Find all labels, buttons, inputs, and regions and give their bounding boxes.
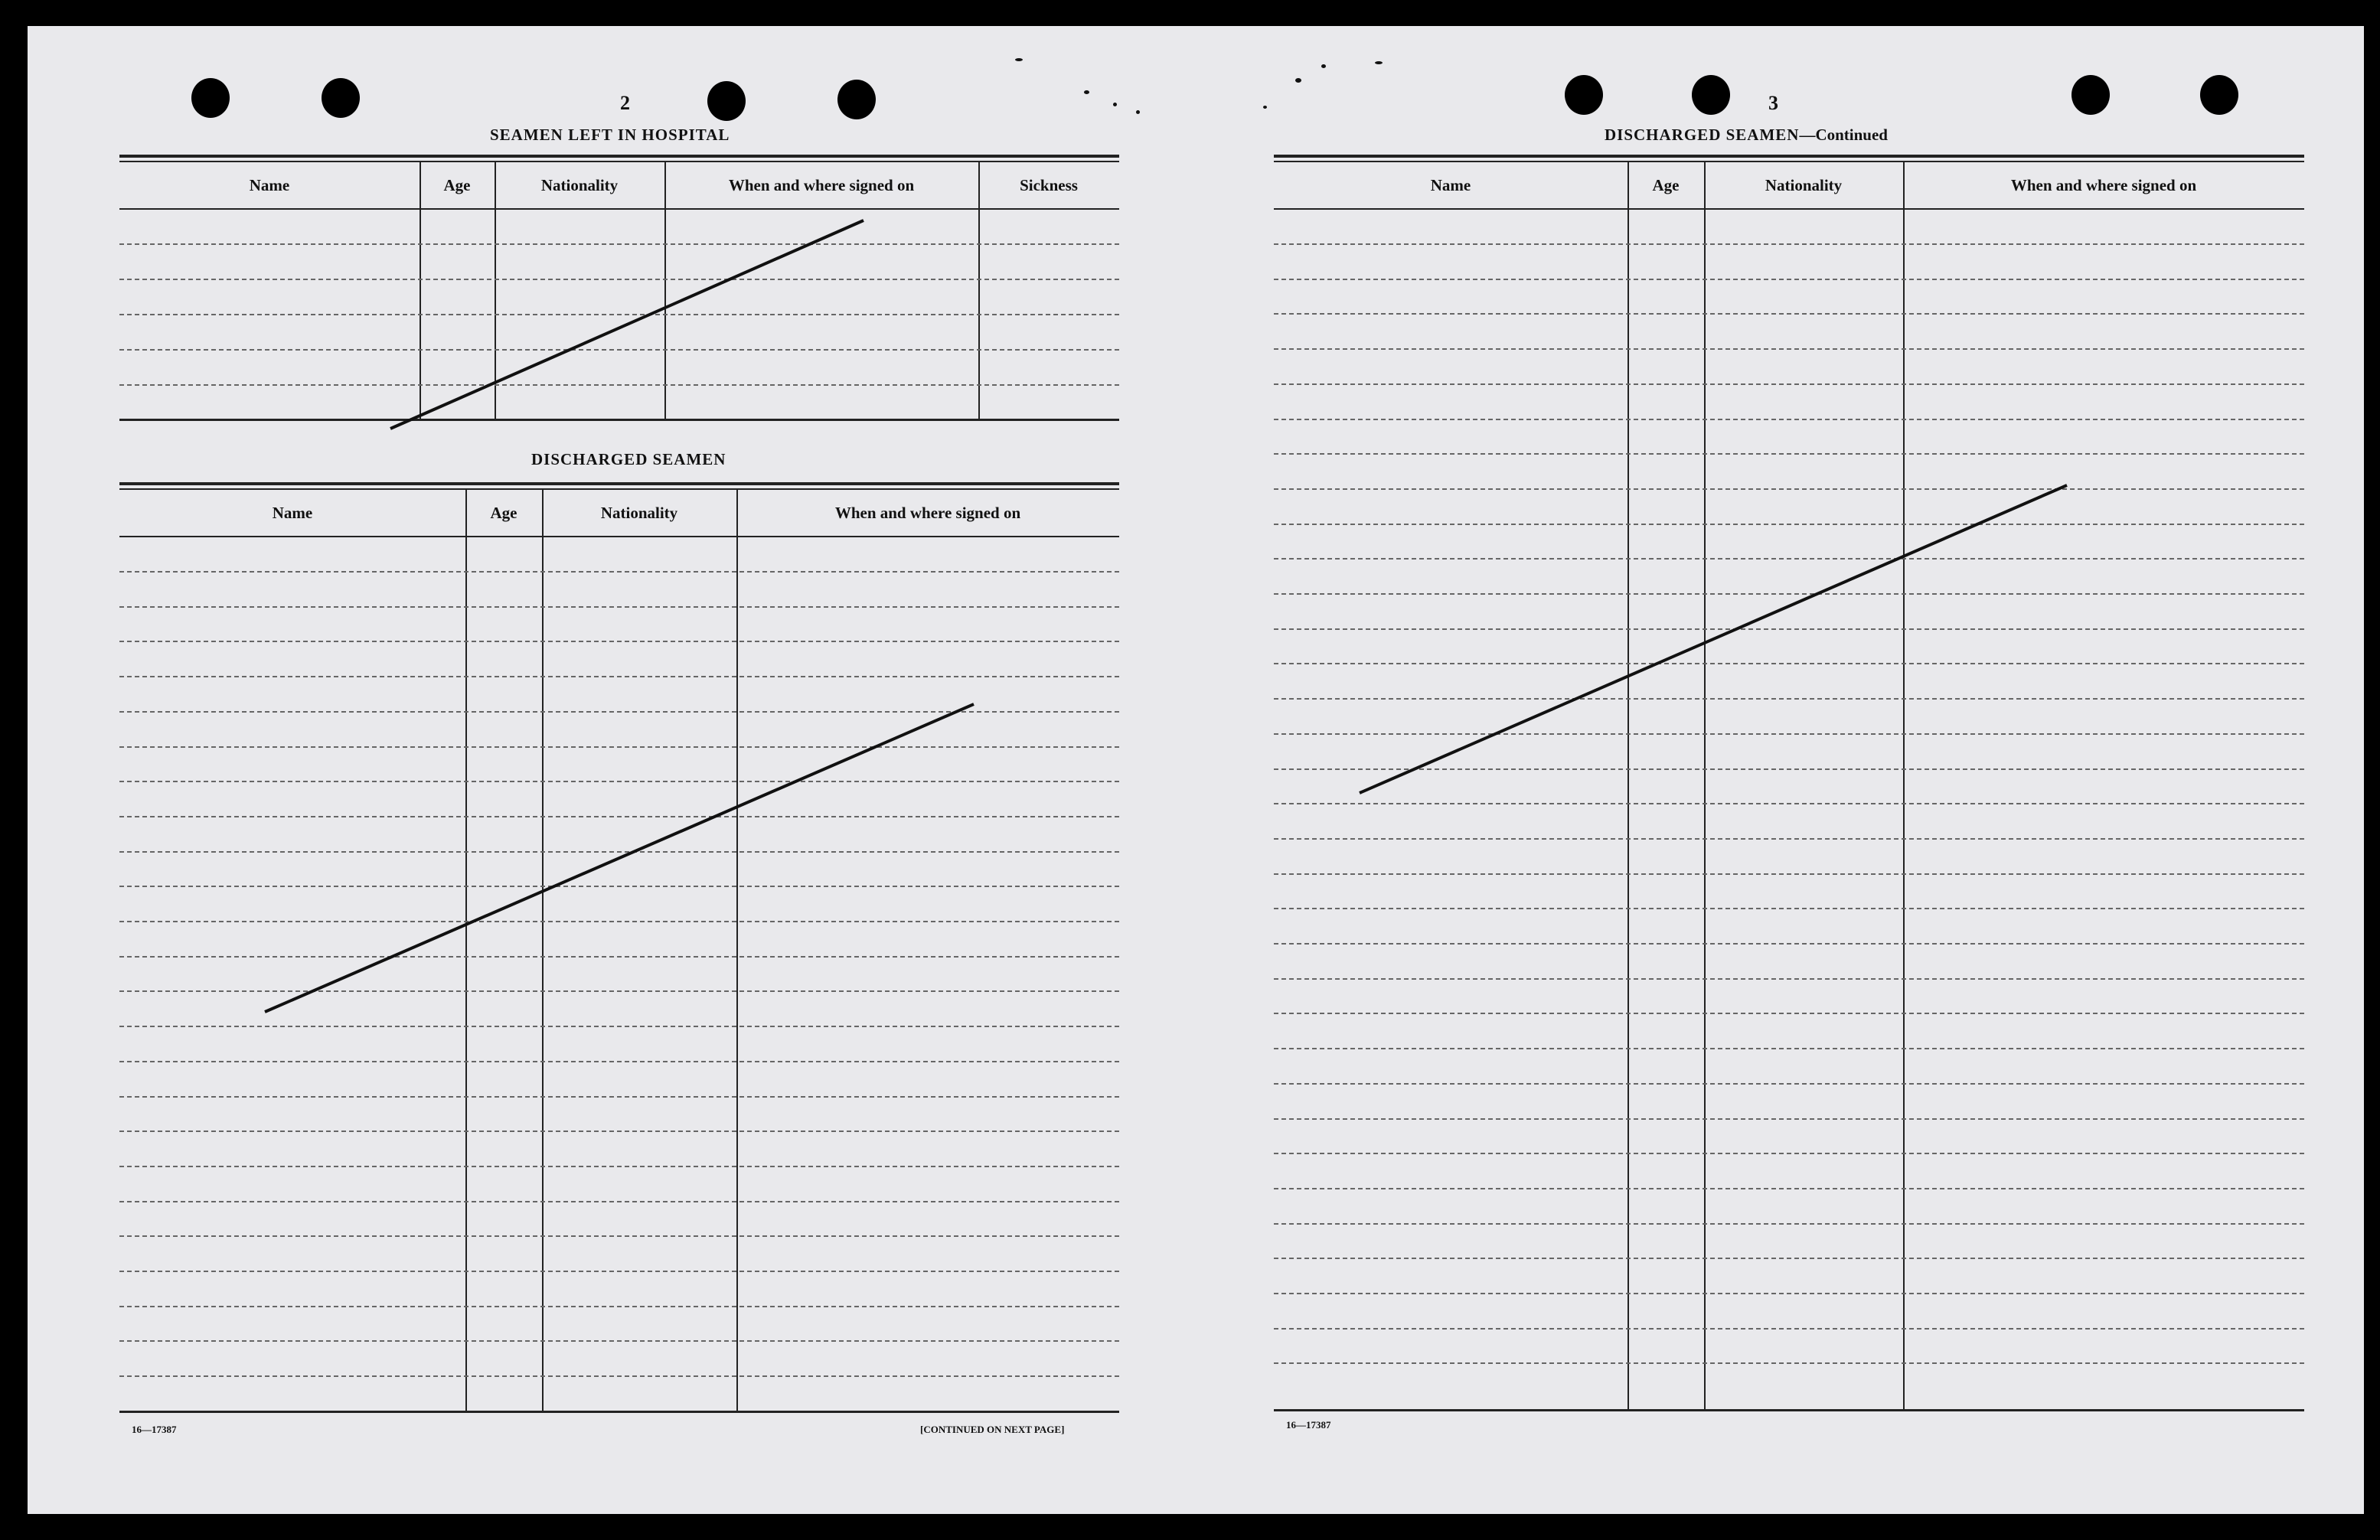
- table-row: [1274, 768, 2304, 770]
- ink-speck: [1375, 61, 1383, 64]
- table-row: [1274, 1293, 2304, 1294]
- table-row: [119, 1026, 1119, 1027]
- col-header-nationality: Nationality: [1765, 176, 1843, 194]
- table-row: [1274, 419, 2304, 420]
- column-rule: [664, 162, 666, 421]
- table-row: [1274, 593, 2304, 595]
- col-header-signed-on: When and where signed on: [834, 504, 1021, 522]
- ink-speck: [1113, 103, 1117, 106]
- col-header-signed-on: When and where signed on: [728, 176, 915, 194]
- table-row: [119, 1096, 1119, 1098]
- table-row: [1274, 1013, 2304, 1014]
- table-row: [119, 816, 1119, 817]
- table-row: [1274, 663, 2304, 664]
- table-row: [1274, 943, 2304, 945]
- form-code-left: 16—17387: [132, 1424, 177, 1435]
- punch-hole: [707, 81, 746, 121]
- table-header: [119, 490, 1119, 537]
- col-header-age: Age: [443, 176, 471, 194]
- table-row: [1274, 838, 2304, 840]
- table-row: [1274, 1153, 2304, 1154]
- table-row: [119, 1166, 1119, 1167]
- table-row: [1274, 1188, 2304, 1189]
- punch-hole: [1565, 75, 1603, 115]
- table-header: [1274, 162, 2304, 210]
- title-main: DISCHARGED SEAMEN: [1605, 126, 1800, 144]
- col-header-name: Name: [249, 176, 290, 194]
- table-row: [119, 676, 1119, 677]
- punch-hole: [2071, 75, 2110, 115]
- column-rule: [978, 162, 980, 421]
- table-row: [119, 781, 1119, 782]
- table-top-rule: [119, 155, 1119, 162]
- table-row: [1274, 1223, 2304, 1225]
- ink-speck: [1321, 64, 1326, 68]
- table-row: [119, 243, 1119, 245]
- punch-hole: [1692, 75, 1730, 115]
- table-row: [1274, 873, 2304, 875]
- col-header-sickness: Sickness: [1020, 176, 1078, 194]
- table-row: [119, 314, 1119, 315]
- table-row: [1274, 348, 2304, 350]
- table-row: [1274, 733, 2304, 735]
- table-row: [119, 990, 1119, 992]
- table-row: [119, 1201, 1119, 1202]
- page-number-left: 2: [620, 92, 630, 114]
- punch-hole: [837, 80, 876, 119]
- table-top-rule: [1274, 155, 2304, 162]
- col-header-age: Age: [490, 504, 517, 522]
- table-row: [1274, 1048, 2304, 1049]
- table-row: [1274, 698, 2304, 700]
- table-row: [1274, 978, 2304, 980]
- punch-hole: [191, 78, 230, 118]
- table-row: [119, 746, 1119, 748]
- table-row: [119, 384, 1119, 386]
- page-number-right: 3: [1768, 92, 1778, 114]
- table-bottom-rule: [1274, 1409, 2304, 1411]
- table-row: [119, 1271, 1119, 1272]
- col-header-name: Name: [1430, 176, 1471, 194]
- table-bottom-rule: [119, 419, 1119, 421]
- table-row: [1274, 383, 2304, 385]
- punch-hole: [322, 78, 360, 118]
- table-row: [119, 349, 1119, 351]
- discharged-table-left: [119, 482, 1119, 1413]
- ink-speck: [1263, 106, 1267, 109]
- table-row: [119, 851, 1119, 853]
- table-row: [119, 641, 1119, 642]
- table-row: [1274, 1083, 2304, 1085]
- table-row: [1274, 1362, 2304, 1364]
- column-rule: [542, 490, 544, 1413]
- column-rule: [420, 162, 421, 421]
- table-row: [1274, 803, 2304, 804]
- table-row: [119, 886, 1119, 887]
- table-row: [1274, 1328, 2304, 1330]
- hospital-table-title: SEAMEN LEFT IN HOSPITAL: [490, 126, 730, 144]
- table-row: [1274, 558, 2304, 560]
- table-row: [119, 571, 1119, 573]
- discharged-table-right: [1274, 155, 2304, 1411]
- col-header-nationality: Nationality: [600, 504, 678, 522]
- discharged-table-title-left: DISCHARGED SEAMEN: [531, 450, 726, 468]
- table-row: [1274, 279, 2304, 280]
- table-row: [1274, 1258, 2304, 1259]
- table-row: [119, 1306, 1119, 1307]
- table-row: [1274, 524, 2304, 525]
- table-row: [1274, 453, 2304, 455]
- table-row: [119, 1131, 1119, 1132]
- table-bottom-rule: [119, 1411, 1119, 1413]
- hospital-table: [119, 155, 1119, 421]
- table-row: [119, 606, 1119, 608]
- table-row: [119, 279, 1119, 280]
- col-header-nationality: Nationality: [540, 176, 619, 194]
- table-row: [119, 711, 1119, 713]
- col-header-signed-on: When and where signed on: [2010, 176, 2197, 194]
- table-row: [119, 1235, 1119, 1237]
- column-rule: [736, 490, 738, 1413]
- title-continued: —Continued: [1799, 126, 1888, 144]
- punch-hole: [2200, 75, 2238, 115]
- form-code-right: 16—17387: [1286, 1419, 1331, 1431]
- table-row: [1274, 908, 2304, 909]
- table-row: [119, 956, 1119, 958]
- table-top-rule: [119, 482, 1119, 490]
- ink-speck: [1136, 110, 1140, 114]
- form-sheet: [28, 26, 2364, 1514]
- ink-speck: [1295, 78, 1301, 83]
- col-header-name: Name: [272, 504, 313, 522]
- table-row: [119, 1375, 1119, 1377]
- ink-speck: [1015, 58, 1023, 61]
- col-header-age: Age: [1652, 176, 1680, 194]
- column-rule: [495, 162, 496, 421]
- table-row: [119, 921, 1119, 922]
- table-row: [119, 1340, 1119, 1342]
- discharged-table-title-right: [1605, 126, 1888, 145]
- table-row: [1274, 313, 2304, 315]
- table-row: [1274, 628, 2304, 630]
- table-row: [1274, 488, 2304, 490]
- column-rule: [465, 490, 467, 1413]
- table-header: [119, 162, 1119, 210]
- table-row: [119, 1061, 1119, 1062]
- table-row: [1274, 1118, 2304, 1120]
- ink-speck: [1084, 90, 1089, 94]
- table-row: [1274, 243, 2304, 245]
- continued-note: [CONTINUED ON NEXT PAGE]: [920, 1424, 1065, 1435]
